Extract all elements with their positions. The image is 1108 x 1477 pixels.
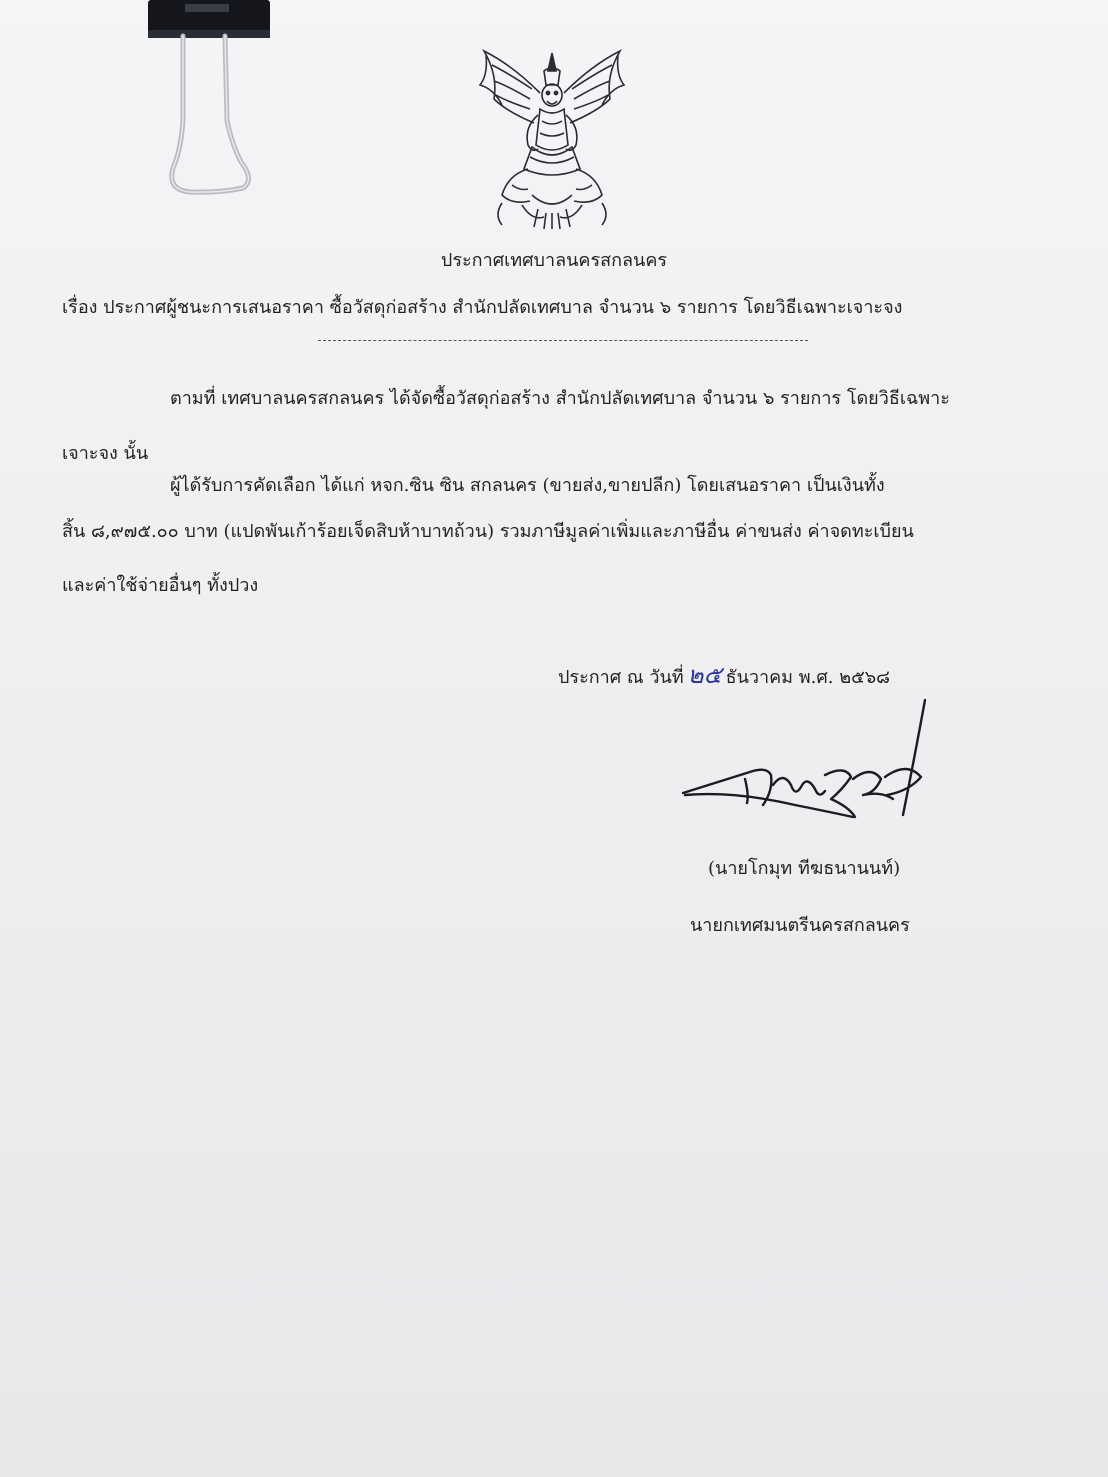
signature-image bbox=[675, 695, 945, 830]
announcement-title: ประกาศเทศบาลนครสกลนคร bbox=[440, 250, 668, 271]
date-month-year: ธันวาคม พ.ศ. ๒๕๖๘ bbox=[725, 667, 890, 688]
announcement-subject: เรื่อง ประกาศผู้ชนะการเสนอราคา ซื้อวัสดุก่อสร้าง สำนักปลัดเทศบาล จำนวน ๖ รายการ โดยวิธีเฉพาะเจาะจง bbox=[62, 297, 903, 318]
garuda-emblem-icon bbox=[472, 45, 632, 230]
signer-name: (นายโกมุท ทีฆธนานนท์) bbox=[708, 858, 901, 879]
paragraph2-line3: และค่าใช้จ่ายอื่นๆ ทั้งปวง bbox=[62, 575, 259, 596]
binder-clip-icon bbox=[145, 0, 270, 200]
dashed-divider bbox=[318, 340, 808, 341]
paragraph2-line1: ผู้ได้รับการคัดเลือก ได้แก่ หจก.ซิน ซิน สกลนคร (ขายส่ง,ขายปลีก) โดยเสนอราคา เป็นเงินทั้ง bbox=[170, 475, 885, 496]
date-day-handwritten: ๒๕ bbox=[687, 661, 722, 689]
paragraph1-line1: ตามที่ เทศบาลนครสกลนคร ได้จัดซื้อวัสดุก่อสร้าง สำนักปลัดเทศบาล จำนวน ๖ รายการ โดยวิธีเฉพาะ bbox=[170, 388, 950, 409]
date-prefix: ประกาศ ณ วันที่ bbox=[558, 667, 684, 688]
paragraph1-line2: เจาะจง นั้น bbox=[62, 443, 149, 464]
signer-position: นายกเทศมนตรีนครสกลนคร bbox=[690, 915, 910, 936]
announcement-date bbox=[558, 655, 890, 694]
paragraph2-line2: สิ้น ๘,๙๗๕.๐๐ บาท (แปดพันเก้าร้อยเจ็ดสิบห้าบาทถ้วน) รวมภาษีมูลค่าเพิ่มและภาษีอื่น ค่าขนส่ง ค่าจดทะเบียน bbox=[62, 521, 914, 542]
